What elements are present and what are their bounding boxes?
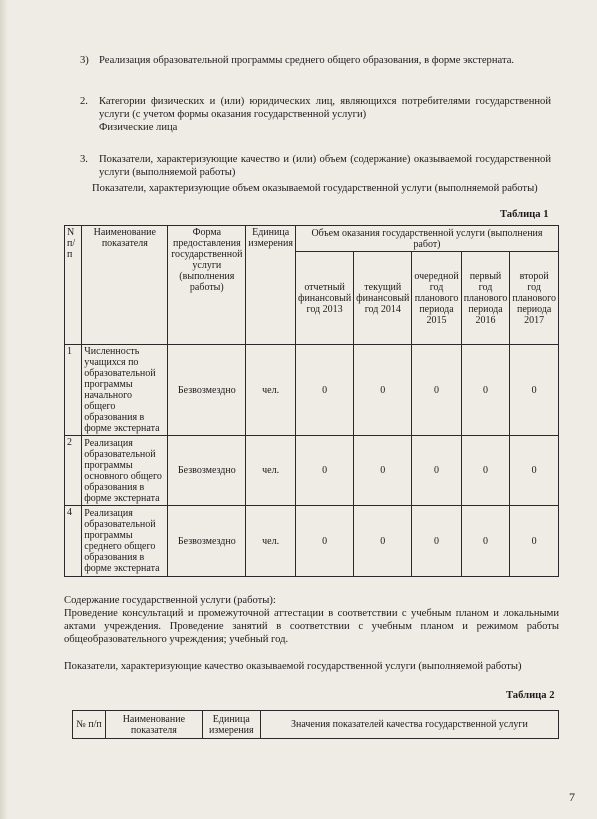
table1-cell: 0 [510, 436, 559, 506]
table1-subheader: отчетный финансовый год 2013 [295, 252, 353, 345]
table1-cell: чел. [246, 506, 296, 577]
table1-cell: 0 [295, 436, 353, 506]
table1-cell: чел. [246, 345, 296, 436]
item-number: 3. [80, 154, 88, 165]
quality-indicators-caption: Показатели, характеризующие качество оказываемой государственной услуги (выполняемой работы) [64, 661, 522, 672]
table2-header: № п/п [73, 711, 106, 739]
consumer-categories-value: Физические лица [99, 122, 178, 133]
table1-cell: 0 [510, 345, 559, 436]
scan-edge [0, 0, 8, 819]
table1-cell: Реализация образовательной программы среднего общего образования в форме экстерната [82, 506, 168, 577]
table1-cell: Безвозмездно [168, 506, 246, 577]
table1-cell: 4 [65, 506, 82, 577]
table1-cell: 0 [461, 436, 510, 506]
table1-cell: Безвозмездно [168, 345, 246, 436]
consumer-categories-heading: Категории физических и (или) юридических лиц, являющихся потребителями государственной услуги (с учетом формы оказания государственной услуги) [99, 96, 551, 120]
service-content-text: Проведение консультаций и промежуточной аттестации в соответствии с учебным планом и локальными актами учреждения. Проведение занятий в соответствии с учебным планом и режимом работы общеобразовательного учреждения; учебный год. [64, 608, 559, 645]
table1-cell: Реализация образовательной программы основного общего образования в форме экстерната [82, 436, 168, 506]
table1-cell: 0 [354, 345, 412, 436]
table1-cell: Безвозмездно [168, 436, 246, 506]
indicators-heading: Показатели, характеризующие качество и (или) объем (содержание) оказываемой государственной услуги (выполняемой работы) [99, 154, 551, 178]
table1-header: Форма предоставления государственной услуги (выполнения работы) [168, 226, 246, 345]
program-title: Реализация образовательной программы среднего общего образования, в форме экстерната. [99, 55, 515, 66]
table1-cell: 0 [461, 345, 510, 436]
table1-label: Таблица 1 [500, 209, 549, 220]
service-content-heading: Содержание государственной услуги (работы): [64, 595, 276, 606]
table1-header: Наименование показателя [82, 226, 168, 345]
table1-cell: 0 [354, 506, 412, 577]
table1-cell: 2 [65, 436, 82, 506]
table1 [64, 225, 559, 577]
table1-subheader: первый год планового периода 2016 [461, 252, 510, 345]
table1-cell: 0 [412, 345, 461, 436]
table2 [72, 710, 559, 739]
table1-header-group: Объем оказания государственной услуги (выполнения работ) [295, 226, 558, 252]
item-number: 3) [80, 55, 89, 66]
table-row [65, 506, 559, 577]
table2-header: Значения показателей качества государственной услуги [260, 711, 558, 739]
table1-cell: 0 [461, 506, 510, 577]
table1-cell: Численность учащихся по образовательной программы начального общего образования в форме экстерната [82, 345, 168, 436]
table1-header: Единица измерения [246, 226, 296, 345]
table1-cell: 1 [65, 345, 82, 436]
table1-cell: чел. [246, 436, 296, 506]
item-number: 2. [80, 96, 88, 107]
table2-header: Наименование показателя [105, 711, 202, 739]
table1-header: N п/п [65, 226, 82, 345]
table-row [65, 345, 559, 436]
table-row [65, 436, 559, 506]
table1-cell: 0 [354, 436, 412, 506]
table1-cell: 0 [412, 506, 461, 577]
table1-cell: 0 [510, 506, 559, 577]
table1-cell: 0 [412, 436, 461, 506]
table1-subheader: второй год планового периода 2017 [510, 252, 559, 345]
table1-subheader: очередной год планового периода 2015 [412, 252, 461, 345]
table2-label: Таблица 2 [506, 690, 555, 701]
table1-cell: 0 [295, 506, 353, 577]
table1-cell: 0 [295, 345, 353, 436]
page-number: 7 [569, 790, 575, 804]
table2-header: Единица измерения [202, 711, 260, 739]
volume-indicators-caption: Показатели, характеризующие объем оказываемой государственной услуги (выполняемой работы) [92, 183, 538, 194]
table1-subheader: текущий финансовый год 2014 [354, 252, 412, 345]
